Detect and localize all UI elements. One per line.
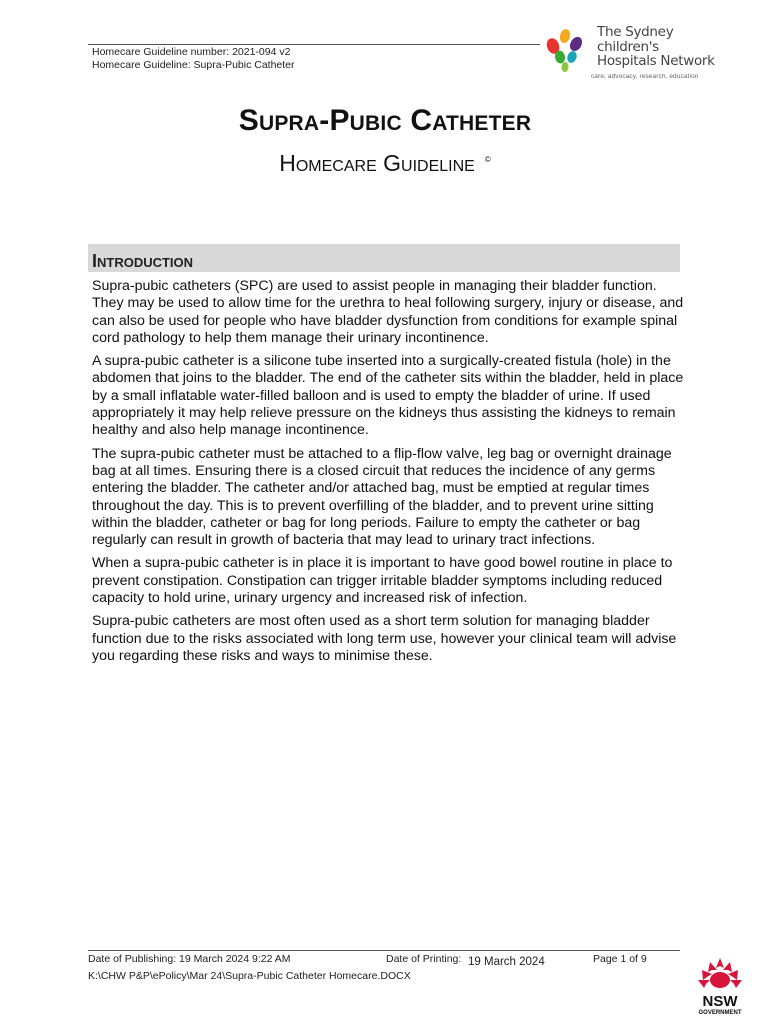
document-subtitle <box>0 150 770 177</box>
document-header <box>92 46 295 72</box>
date-of-publishing: Date of Publishing: 19 March 2024 9:22 AM <box>88 953 291 965</box>
paragraph: Supra-pubic catheters (SPC) are used to assist people in managing their bladder function. They may be used to allow time for the urethra to heal following surgery, injury or disease, and can also be used for people who have bladder dysfunction from conditions for example spinal cord pathology to help them manage their urinary incontinence. <box>92 278 684 346</box>
logo-line-3: Hospitals Network <box>597 53 715 69</box>
guideline-name: Homecare Guideline: Supra-Pubic Catheter <box>92 59 295 71</box>
date-of-printing: 19 March 2024 <box>468 956 545 968</box>
logo-line-1: The Sydney <box>597 24 674 40</box>
subtitle-text: Homecare Guideline <box>279 150 475 176</box>
paragraph: A supra-pubic catheter is a silicone tube inserted into a surgically-created fistula (hole) in the abdomen that joins to the bladder. The end of the catheter sits within the bladder, held in place by a small inflatable water-filled balloon and is used to empty the bladder of urine. If used appropriately it may help relieve pressure on the kidneys thus assisting the kidneys to remain healthy and also help manage incontinence. <box>92 353 684 439</box>
date-of-printing-label: Date of Printing: <box>386 953 462 965</box>
nsw-logo-sub: GOVERNMENT <box>698 1010 742 1016</box>
footer-rule <box>88 950 680 951</box>
network-logo-text <box>597 25 715 69</box>
section-heading-introduction: Introduction <box>88 244 680 272</box>
paragraph: Supra-pubic catheters are most often used as a short term solution for managing bladder function due to the risks associated with long term use, however your clinical team will advise you regarding these risks and ways to minimise these. <box>92 613 677 664</box>
paragraph: When a supra-pubic catheter is in place it is important to have good bowel routine in place to prevent constipation. Constipation can trigger irritable bladder symptoms including reduced capacity to hold urine, urinary urgency and increased risk of infection. <box>92 555 673 607</box>
guideline-number: Homecare Guideline number: 2021-094 v2 <box>92 46 291 58</box>
logo-tagline: care, advocacy, research, education <box>591 73 699 80</box>
paragraph: The supra-pubic catheter must be attached to a flip-flow valve, leg bag or overnight drainage bag at all times. Ensuring there is a closed circuit that reduces the incidence of any germs entering the bladder. The catheter and/or attached bag, must be emptied at regular times throughout the day. This is to prevent overfilling of the bladder, and to prevent urine sitting within the bladder, catheter or bag for long periods. Failure to empty the catheter or bag regularly can result in growth of bacteria that may lead to urinary tract infections. <box>92 445 672 549</box>
page-number: Page 1 of 9 <box>593 953 647 965</box>
header-rule <box>88 44 540 45</box>
nsw-waratah-logo-icon <box>690 954 750 1018</box>
introduction-body <box>92 278 684 671</box>
registered-mark: © <box>484 155 491 165</box>
logo-line-2: children's <box>597 38 659 55</box>
nsw-logo-name: NSW <box>702 993 738 1010</box>
document-title: Supra-Pubic Catheter <box>238 104 532 137</box>
file-path: K:\CHW P&P\ePolicy\Mar 24\Supra-Pubic Catheter Homecare.DOCX <box>88 970 411 982</box>
